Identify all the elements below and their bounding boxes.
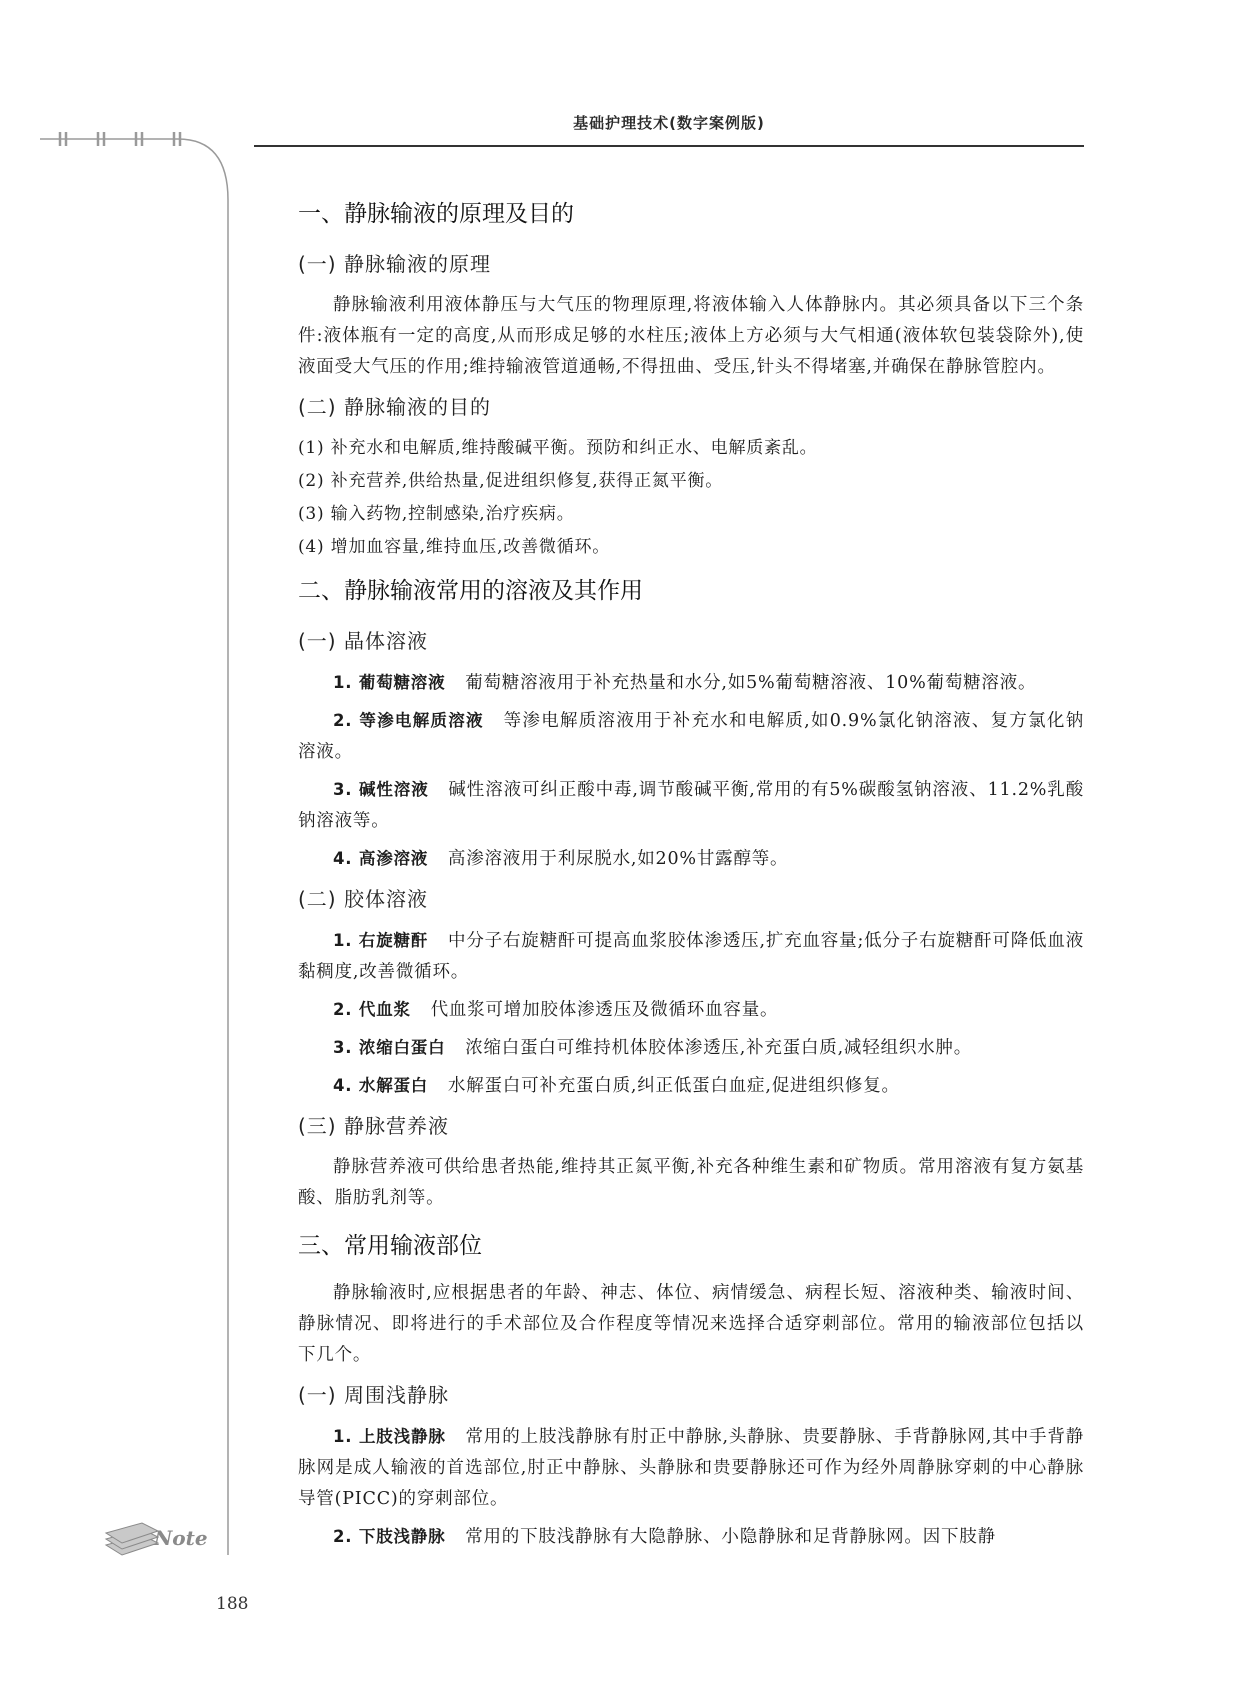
subsection-heading: (二) 静脉输液的目的 (298, 395, 491, 419)
subsection-heading: (一) 静脉输液的原理 (298, 252, 491, 276)
subsection-heading: (二) 胶体溶液 (298, 887, 428, 911)
running-header: 基础护理技术(数字案例版) (573, 114, 765, 132)
subsection-heading: (三) 静脉营养液 (298, 1114, 449, 1138)
paragraph: 静脉营养液可供给患者热能,维持其正氮平衡,补充各种维生素和矿物质。常用溶液有复方氨基酸、脂肪乳剂等。 (298, 1157, 1084, 1208)
note-label: Note (154, 1526, 208, 1550)
entry (298, 1521, 1084, 1553)
list-item: (2) 补充营养,供给热量,促进组织修复,获得正氮平衡。 (298, 471, 724, 491)
list-item: (4) 增加血容量,维持血压,改善微循环。 (298, 537, 611, 557)
section-heading: 一、静脉输液的原理及目的 (298, 201, 574, 227)
entry-term: 1. 葡萄糖溶液 (333, 673, 446, 692)
entry (298, 925, 1084, 988)
list-item: (3) 输入药物,控制感染,治疗疾病。 (298, 504, 575, 524)
entry-text: 常用的下肢浅静脉有大隐静脉、小隐静脉和足背静脉网。因下肢静 (465, 1527, 996, 1547)
header-rule (254, 145, 1084, 147)
entry-text: 中分子右旋糖酐可提高血浆胶体渗透压,扩充血容量;低分子右旋糖酐可降低血液黏稠度,改善微循环。 (298, 931, 1084, 982)
entry-term: 4. 水解蛋白 (333, 1076, 429, 1095)
entry (298, 843, 1084, 875)
margin-binding-decoration (0, 0, 240, 1560)
entry-text: 高渗溶液用于利尿脱水,如20%甘露醇等。 (447, 849, 789, 869)
paragraph: 静脉输液时,应根据患者的年龄、神志、体位、病情缓急、病程长短、溶液种类、输液时间、静脉情况、即将进行的手术部位及合作程度等情况来选择合适穿刺部位。常用的输液部位包括以下几个。 (298, 1283, 1084, 1365)
entry-text: 代血浆可增加胶体渗透压及微循环血容量。 (430, 1000, 779, 1020)
entry-term: 4. 高渗溶液 (333, 849, 429, 868)
entry-term: 3. 碱性溶液 (333, 780, 429, 799)
entry-term: 2. 代血浆 (333, 1000, 411, 1019)
page-number: 188 (216, 1594, 249, 1614)
subsection-heading: (一) 周围浅静脉 (298, 1383, 449, 1407)
entry (298, 994, 1084, 1026)
entry-term: 3. 浓缩白蛋白 (333, 1038, 446, 1057)
entry (298, 705, 1084, 768)
entry (298, 1032, 1084, 1064)
page-content (298, 198, 1084, 1559)
entry (298, 774, 1084, 837)
section-heading: 三、常用输液部位 (298, 1233, 482, 1259)
entry-term: 2. 等渗电解质溶液 (333, 711, 484, 730)
entry-text: 碱性溶液可纠正酸中毒,调节酸碱平衡,常用的有5%碳酸氢钠溶液、11.2%乳酸钠溶液等。 (298, 780, 1085, 831)
entry-term: 2. 下肢浅静脉 (333, 1527, 446, 1546)
entry (298, 1421, 1084, 1515)
entry-text: 等渗电解质溶液用于补充水和电解质,如0.9%氯化钠溶液、复方氯化钠溶液。 (298, 711, 1084, 762)
note-icon (98, 1515, 208, 1565)
entry-text: 水解蛋白可补充蛋白质,纠正低蛋白血症,促进组织修复。 (447, 1076, 900, 1096)
subsection-heading: (一) 晶体溶液 (298, 629, 428, 653)
list-item: (1) 补充水和电解质,维持酸碱平衡。预防和纠正水、电解质紊乱。 (298, 438, 818, 458)
entry-text: 葡萄糖溶液用于补充热量和水分,如5%葡萄糖溶液、10%葡萄糖溶液。 (465, 673, 1037, 693)
paragraph: 静脉输液利用液体静压与大气压的物理原理,将液体输入人体静脉内。其必须具备以下三个条件:液体瓶有一定的高度,从而形成足够的水柱压;液体上方必须与大气相通(液体软包装袋除外),使液面受大气压的作用;维持输液管道通畅,不得扭曲、受压,针头不得堵塞,并确保在静脉管腔内。 (298, 295, 1084, 377)
entry-text: 浓缩白蛋白可维持机体胶体渗透压,补充蛋白质,减轻组织水肿。 (465, 1038, 973, 1058)
entry-term: 1. 右旋糖酐 (333, 931, 429, 950)
entry (298, 1070, 1084, 1102)
section-heading: 二、静脉输液常用的溶液及其作用 (298, 578, 643, 604)
entry-term: 1. 上肢浅静脉 (333, 1427, 446, 1446)
entry (298, 667, 1084, 699)
entry-text: 常用的上肢浅静脉有肘正中静脉,头静脉、贵要静脉、手背静脉网,其中手背静脉网是成人输液的首选部位,肘正中静脉、头静脉和贵要静脉还可作为经外周静脉穿刺的中心静脉导管(PICC)的穿刺部位。 (298, 1427, 1084, 1509)
